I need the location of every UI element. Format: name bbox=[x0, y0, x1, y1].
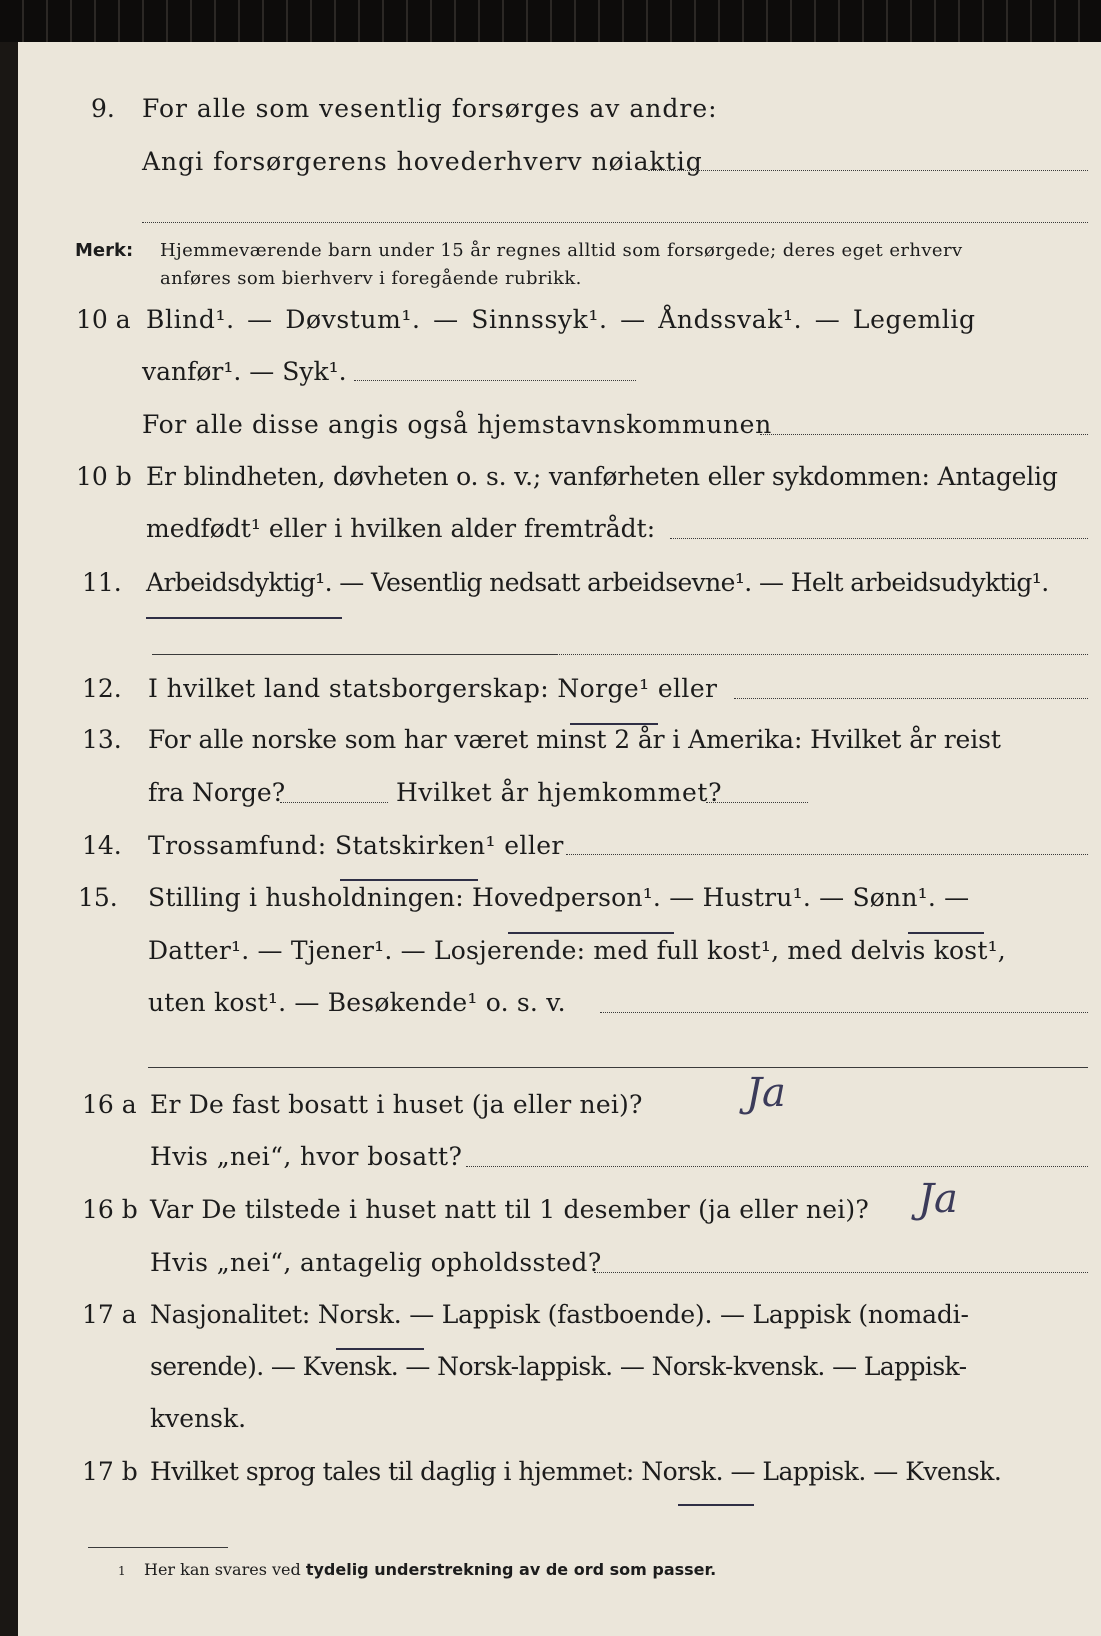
answer-line bbox=[648, 170, 1088, 171]
question-text: Hvilket sprog tales til daglig i hjemmet: Norsk. — Lappisk. — Kvensk. bbox=[150, 1457, 1002, 1486]
question-text: Blind¹. — Døvstum¹. — Sinnssyk¹. — Åndssvak¹. — Legemlig bbox=[146, 305, 976, 334]
answer-line bbox=[670, 538, 1088, 539]
question-text: Angi forsørgerens hovederhverv nøiaktig bbox=[142, 147, 703, 176]
question-text: Er De fast bosatt i huset (ja eller nei)? bbox=[150, 1090, 643, 1119]
question-number: 16 a bbox=[82, 1090, 137, 1119]
answer-line bbox=[600, 1012, 1088, 1013]
question-text: For alle som vesentlig forsørges av andre: bbox=[142, 94, 718, 123]
note-label: Merk: bbox=[75, 240, 134, 261]
question-number: 17 a bbox=[82, 1300, 137, 1329]
question-text: kvensk. bbox=[150, 1404, 247, 1433]
question-number: 10 b bbox=[76, 462, 132, 491]
handwritten-underline bbox=[340, 879, 478, 881]
question-text: Var De tilstede i huset natt til 1 desember (ja eller nei)? bbox=[150, 1195, 869, 1224]
footnote-rule bbox=[88, 1547, 228, 1548]
handwritten-answer: Ja bbox=[746, 1070, 786, 1116]
question-number: 13. bbox=[82, 725, 122, 754]
question-text: Datter¹. — Tjener¹. — Losjerende: med full kost¹, med delvis kost¹, bbox=[148, 936, 1006, 965]
answer-line bbox=[556, 654, 1088, 655]
answer-line bbox=[734, 698, 1088, 699]
question-text: fra Norge? bbox=[148, 778, 286, 807]
scan-top-border bbox=[0, 0, 1101, 42]
handwritten-underline bbox=[336, 1348, 424, 1350]
handwritten-answer: Ja bbox=[918, 1176, 958, 1222]
question-text: medfødt¹ eller i hvilken alder fremtrådt: bbox=[146, 514, 656, 543]
question-text: Hvis „nei“, hvor bosatt? bbox=[150, 1142, 463, 1171]
question-text: serende). — Kvensk. — Norsk-lappisk. — Norsk-kvensk. — Lappisk- bbox=[150, 1352, 967, 1381]
question-text: Trossamfund: Statskirken¹ eller bbox=[148, 831, 564, 860]
question-text: Nasjonalitet: Norsk. — Lappisk (fastboende). — Lappisk (nomadi- bbox=[150, 1300, 969, 1329]
answer-line bbox=[594, 1272, 1088, 1273]
question-number: 9. bbox=[91, 94, 115, 123]
question-number: 15. bbox=[78, 883, 118, 912]
question-number: 12. bbox=[82, 674, 122, 703]
question-number: 16 b bbox=[82, 1195, 138, 1224]
question-text: Stilling i husholdningen: Hovedperson¹. — Hustru¹. — Sønn¹. — bbox=[148, 883, 970, 912]
footnote-text: Her kan svares ved tydelig understrekning av de ord som passer. bbox=[144, 1560, 717, 1579]
question-text: For alle disse angis også hjemstavnskommunen bbox=[142, 410, 772, 439]
answer-line bbox=[148, 1067, 1088, 1068]
question-text: I hvilket land statsborgerskap: Norge¹ eller bbox=[148, 674, 718, 703]
answer-line bbox=[354, 380, 636, 381]
question-text: Arbeidsdyktig¹. — Vesentlig nedsatt arbeidsevne¹. — Helt arbeidsudyktig¹. bbox=[146, 568, 1049, 597]
answer-line bbox=[152, 654, 556, 655]
answer-line bbox=[706, 802, 808, 803]
question-text: Hvilket år hjemkommet? bbox=[396, 778, 723, 807]
question-text: Hvis „nei“, antagelig opholdssted? bbox=[150, 1248, 602, 1277]
question-text: Er blindheten, døvheten o. s. v.; vanførheten eller sykdommen: Antagelig bbox=[146, 462, 1058, 491]
note-text: anføres som bierhverv i foregående rubrikk. bbox=[160, 268, 582, 289]
answer-line bbox=[566, 854, 1088, 855]
answer-line bbox=[760, 434, 1088, 435]
handwritten-underline bbox=[508, 932, 674, 934]
question-number: 14. bbox=[82, 831, 122, 860]
handwritten-underline bbox=[678, 1504, 754, 1506]
handwritten-underline bbox=[908, 932, 984, 934]
footnote-mark: 1 bbox=[118, 1564, 126, 1578]
question-text: uten kost¹. — Besøkende¹ o. s. v. bbox=[148, 988, 566, 1017]
answer-line bbox=[466, 1166, 1088, 1167]
question-number: 17 b bbox=[82, 1457, 138, 1486]
answer-line bbox=[142, 222, 1088, 223]
question-text: For alle norske som har været minst 2 år i Amerika: Hvilket år reist bbox=[148, 725, 1001, 754]
answer-line bbox=[280, 802, 388, 803]
question-number: 11. bbox=[82, 568, 122, 597]
census-form-page bbox=[18, 42, 1101, 1636]
question-text: vanfør¹. — Syk¹. bbox=[142, 357, 347, 386]
note-text: Hjemmeværende barn under 15 år regnes alltid som forsørgede; deres eget erhverv bbox=[160, 240, 963, 261]
handwritten-underline bbox=[146, 617, 342, 619]
question-number: 10 a bbox=[76, 305, 131, 334]
